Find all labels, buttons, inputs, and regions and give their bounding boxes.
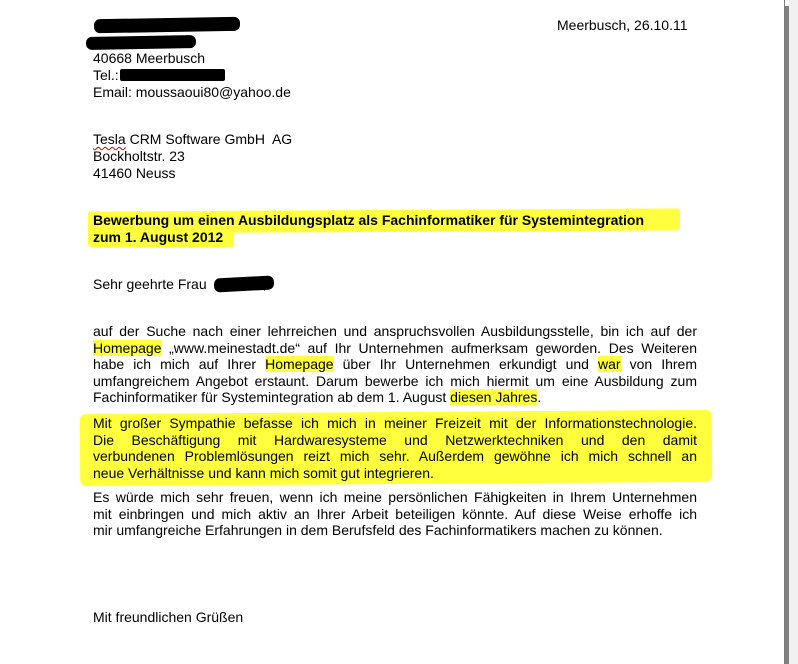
salutation-prefix: Sehr geehrte Frau bbox=[93, 276, 211, 292]
p2-row-1: Mit großer Sympathie befasse ich mich in meiner Freizeit mit der Informationstechnologie. bbox=[93, 415, 697, 431]
sender-tel-label: Tel.: bbox=[93, 67, 119, 83]
p1-row-5: Fachinformatiker für Systemintegration ab dem 1. August diesen Jahres. bbox=[93, 389, 542, 406]
recipient-company-first-word: Tesla bbox=[93, 131, 126, 147]
p3-row-1: Es würde mich sehr freuen, wenn ich meine persönlichen Fähigkeiten in Ihrem Unternehmen bbox=[93, 489, 697, 505]
sender-postal-line bbox=[93, 50, 205, 67]
p1-row-2: Homepage „www.meinestadt.de“ auf Ihr Unternehmen aufmerksam geworden. Des Weiteren bbox=[93, 339, 697, 356]
p1-row-4: umfangreichem Angebot erstaunt. Darum bewerbe ich mich hiermit um eine Ausbildung zum bbox=[93, 372, 697, 389]
p1-highlight-diesen-jahres: diesen Jahres bbox=[450, 389, 538, 406]
redacted-name bbox=[94, 17, 240, 34]
redacted-phone bbox=[120, 69, 225, 81]
p3-row-2: mit einbringen und mich aktiv an Ihrer Arbeit beteiligen könnte. Auf diese Weise erhoffe ich bbox=[93, 505, 697, 522]
recipient-company-rest: CRM Software GmbH AG bbox=[125, 131, 293, 147]
p1-highlight-homepage: Homepage bbox=[93, 339, 162, 356]
recipient-street: Bockholtstr. 23 bbox=[93, 148, 185, 164]
p2-row-3: verbundenen Problemlösungen reizt mich sehr. Außerdem gewöhne ich mich schnell an bbox=[93, 448, 697, 465]
sender-postal-code: 40668 bbox=[93, 50, 132, 66]
viewer-gutter bbox=[789, 0, 798, 664]
closing: Mit freundlichen Grüßen bbox=[93, 609, 244, 625]
p2-row-4: neue Verhältnisse und kann mich somit gut integrieren. bbox=[93, 464, 434, 481]
p2-row-2: Die Beschäftigung mit Hardwaresysteme und Netzwerktechniken und den damit bbox=[93, 431, 697, 448]
sender-city: Meerbusch bbox=[135, 50, 206, 66]
paragraph-3 bbox=[93, 489, 697, 539]
p1-row-1: auf der Suche nach einer lehrreichen und anspruchsvollen Ausbildungsstelle, bin ich auf der bbox=[93, 323, 697, 339]
paragraph-1 bbox=[93, 323, 697, 406]
letter-date: Meerbusch, 26.10.11 bbox=[557, 17, 688, 33]
p1-highlight-war: war bbox=[597, 356, 621, 373]
paragraph-2 bbox=[93, 415, 697, 481]
sender-tel-line bbox=[93, 67, 119, 84]
subject-line-2: zum 1. August 2012 bbox=[93, 229, 224, 245]
p3-row-3: mir umfangreiche Erfahrungen in dem Berufsfeld des Fachinformatikers machen zu können. bbox=[93, 522, 663, 539]
p1-row-3: habe ich mich auf Ihrer Homepage über Ihr Unternehmen erkundigt und war von Ihrem bbox=[93, 356, 697, 373]
p1-highlight-homepage-2: Homepage bbox=[265, 356, 334, 373]
redacted-street bbox=[86, 35, 196, 50]
sender-email: Email: moussaoui80@yahoo.de bbox=[93, 84, 291, 100]
subject-line-1: Bewerbung um einen Ausbildungsplatz als Fachinformatiker für Systemintegration bbox=[93, 212, 645, 228]
recipient-company bbox=[93, 131, 292, 148]
recipient-city: 41460 Neuss bbox=[93, 165, 176, 181]
